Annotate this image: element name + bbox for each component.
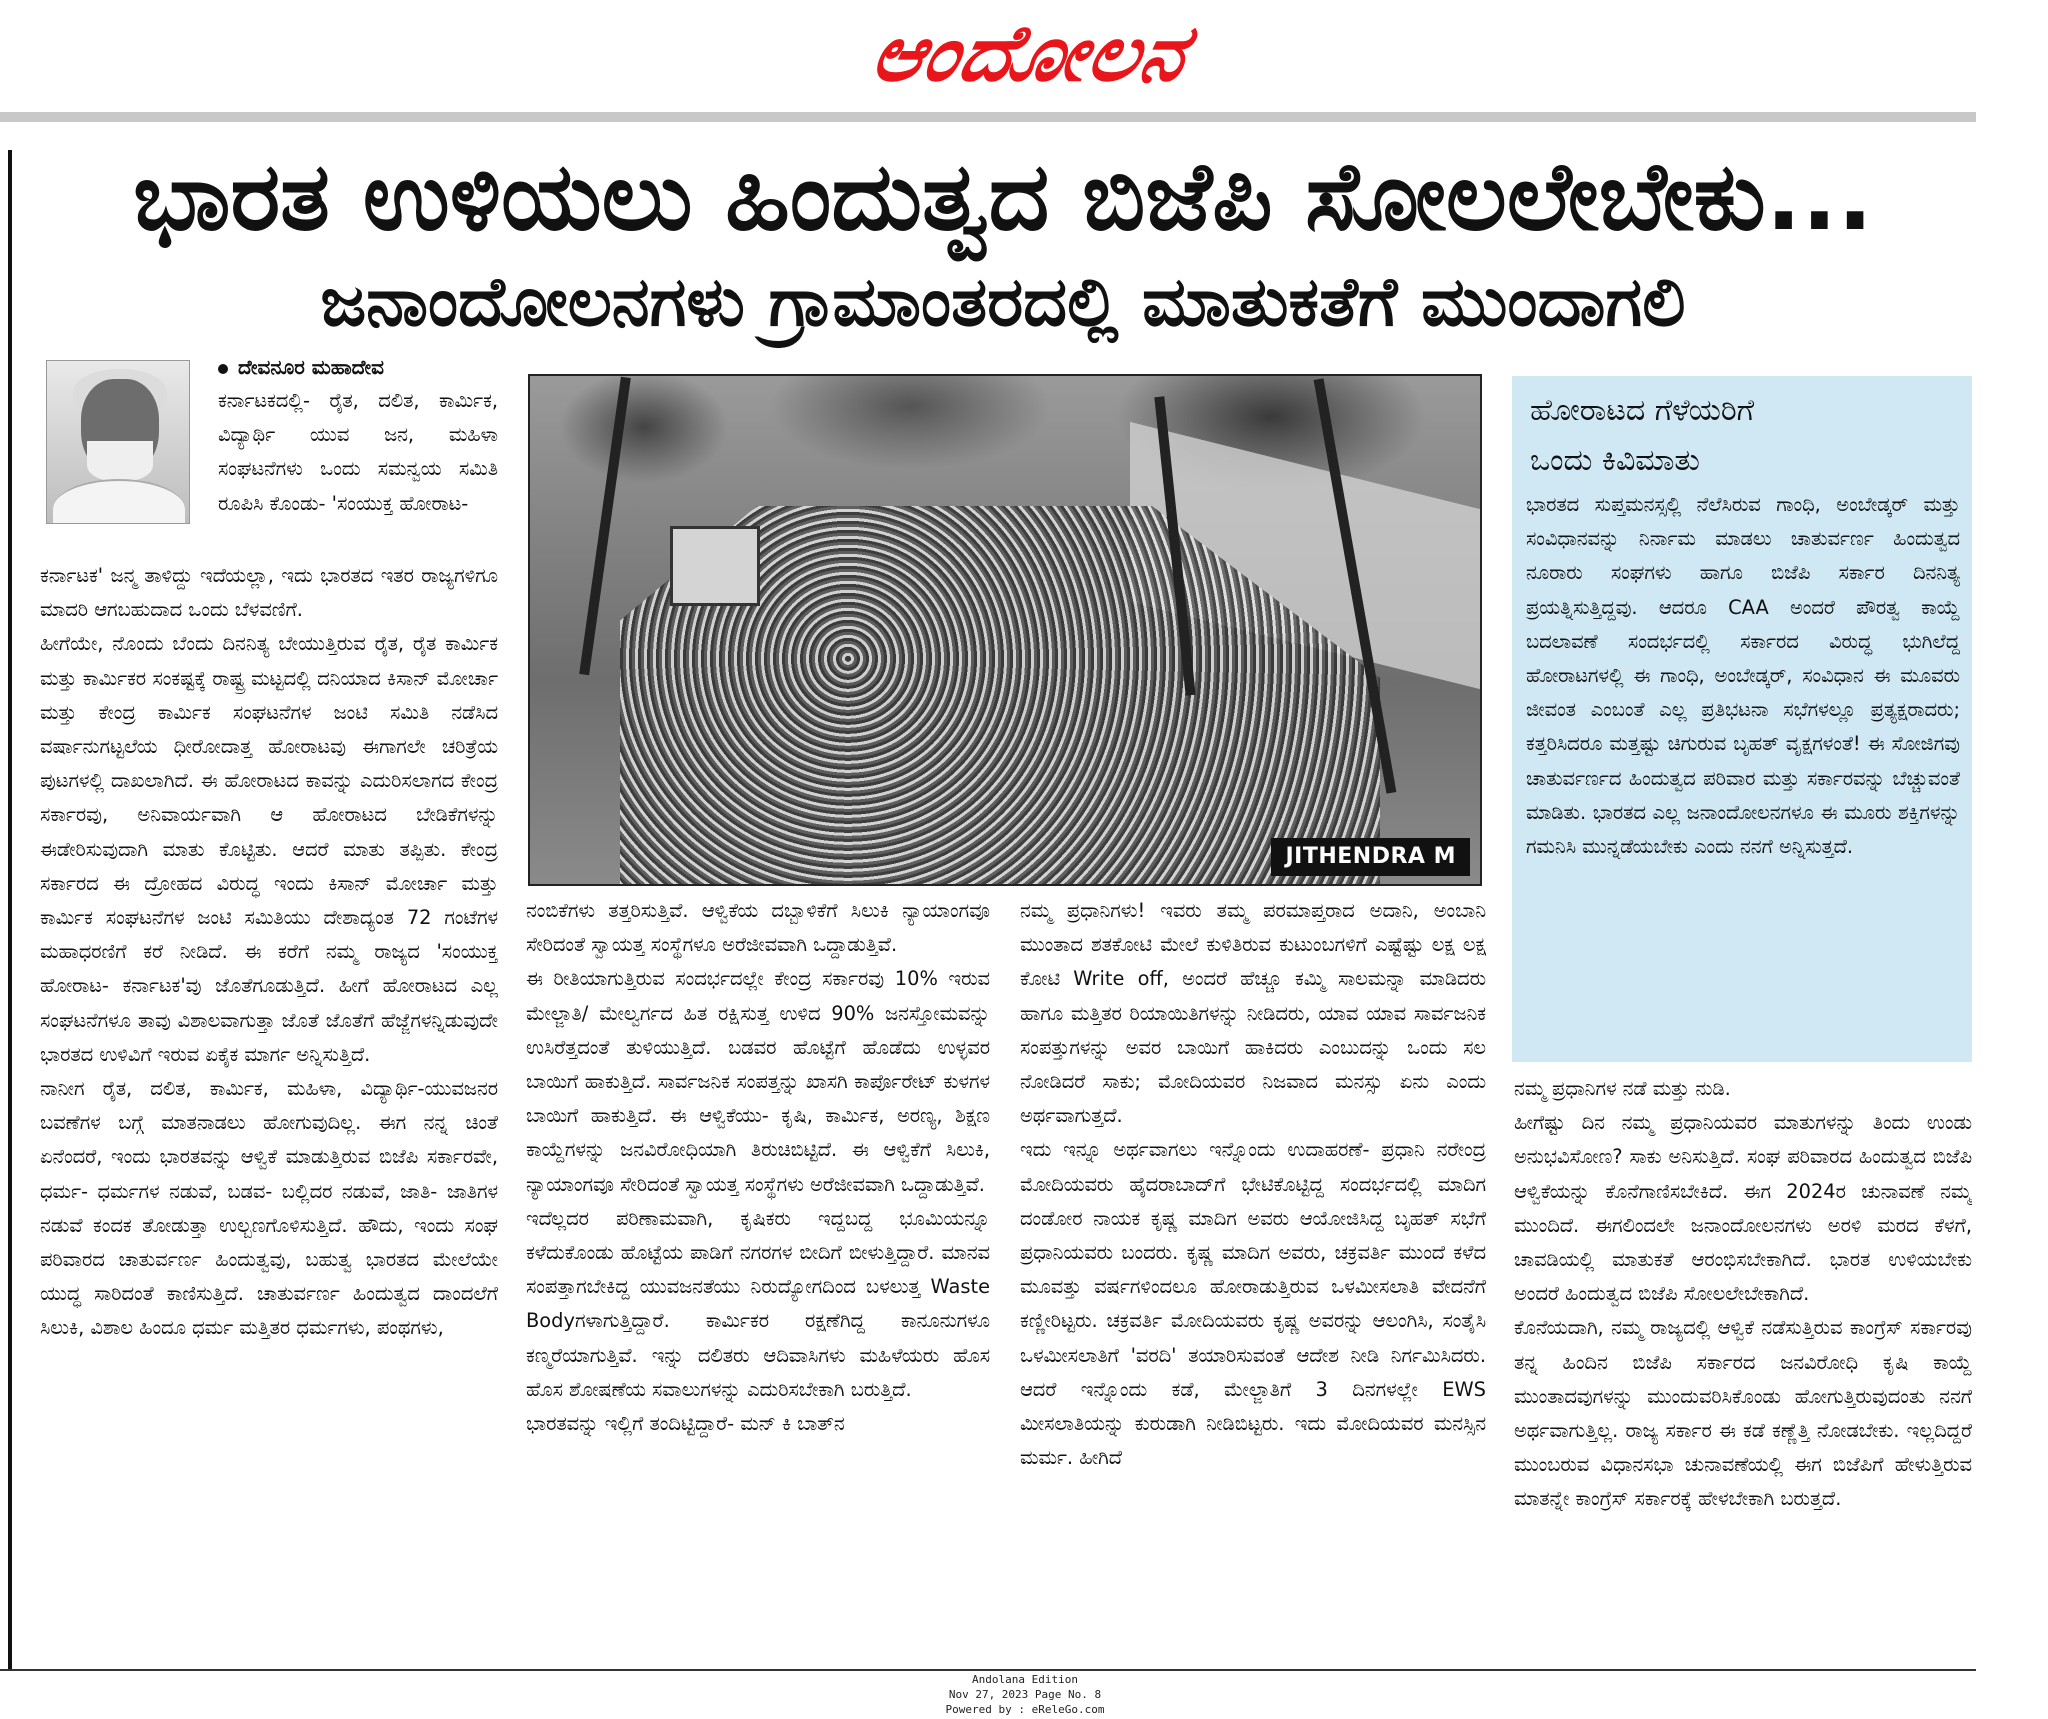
article-column-3: ನಮ್ಮ ಪ್ರಧಾನಿಗಳು! ಇವರು ತಮ್ಮ ಪರಮಾಪ್ತರಾದ ಅದಾನಿ, ಅಂಬಾನಿ ಮುಂತಾದ ಶತಕೋಟಿ ಮೇಲೆ ಕುಳಿತಿರುವ ಕುಟುಂಬಗಳಿಗೆ ಎಷ್ಟೆಷ್ಟು ಲಕ್ಷ ಲಕ್ಷ ಕೋಟಿ Write off, ಅಂದರೆ ಹೆಚ್ಚೂ ಕಮ್ಮಿ ಸಾಲಮನ್ನಾ ಮಾಡಿದರು ಹಾಗೂ ಮತ್ತಿತರ ರಿಯಾಯಿತಿಗಳನ್ನು ನೀಡಿದರು, ಯಾವ ಯಾವ ಸಾರ್ವಜನಿಕ ಸಂಪತ್ತುಗಳನ್ನು ಅವರ ಬಾಯಿಗೆ ಹಾಕಿದರು ಎಂಬುದನ್ನು ಒಂದು ಸಲ ನೋಡಿದರೆ ಸಾಕು; ಮೋದಿಯವರ ನಿಜವಾದ ಮನಸ್ಸು ಏನು ಎಂದು ಅರ್ಥವಾಗುತ್ತದೆ. ಇದು ಇನ್ನೂ ಅರ್ಥವಾಗಲು ಇನ್ನೊಂದು ಉದಾಹರಣೆ- ಪ್ರಧಾನಿ ನರೇಂದ್ರ ಮೋದಿಯವರು ಹೈದರಾಬಾದ್‌ಗೆ ಭೇಟಿಕೊಟ್ಟಿದ್ದ ಸಂದರ್ಭದಲ್ಲಿ ಮಾದಿಗ ದಂಡೋರ ನಾಯಕ ಕೃಷ್ಣ ಮಾದಿಗ ಅವರು ಆಯೋಜಿಸಿದ್ದ ಬೃಹತ್ ಸಭೆಗೆ ಪ್ರಧಾನಿಯವರು ಬಂದರು. ಕೃಷ್ಣ ಮಾದಿಗ ಅವರು, ಚಕ್ರವರ್ತಿ ಮುಂದೆ ಕಳೆದ ಮೂವತ್ತು ವರ್ಷಗಳಿಂದಲೂ ಹೋರಾಡುತ್ತಿರುವ ಒಳಮೀಸಲಾತಿ ವೇದನೆಗೆ ಕಣ್ಣೀರಿಟ್ಟರು. ಚಕ್ರವರ್ತಿ ಮೋದಿಯವರು ಕೃಷ್ಣ ಅವರನ್ನು ಆಲಂಗಿಸಿ, ಸಂತೈಸಿ ಒಳಮೀಸಲಾತಿಗೆ 'ವರದಿ' ತಯಾರಿಸುವಂತೆ ಆದೇಶ ನೀಡಿ ನಿರ್ಗಮಿಸಿದರು. ಆದರೆ ಇನ್ನೊಂದು ಕಡೆ, ಮೇಲ್ಜಾತಿಗೆ 3 ದಿನಗಳಲ್ಲೇ EWS ಮೀಸಲಾತಿಯನ್ನು ಕುರುಡಾಗಿ ನೀಡಿಬಿಟ್ಟರು. ಇದು ಮೋದಿಯವರ ಮನಸ್ಸಿನ ಮರ್ಮ. ಹೀಗಿದೆ — [1020, 899, 1486, 1470]
page-bottom-rule — [0, 1669, 1976, 1671]
footer-powered-by: Powered by : eReleGo.com — [945, 1703, 1105, 1716]
masthead-divider — [0, 112, 1976, 122]
author-shirt — [53, 479, 185, 524]
footer-date-page: Nov 27, 2023 Page No. 8 — [948, 1688, 1102, 1701]
left-frame-rule — [8, 150, 12, 1670]
newspaper-logo: ಆಂದೋಲನ — [863, 8, 1197, 99]
sidebar-box — [1512, 376, 1972, 1062]
photo-bus — [670, 526, 760, 606]
article-column-2: ನಂಬಿಕೆಗಳು ತತ್ತರಿಸುತ್ತಿವೆ. ಆಳ್ವಿಕೆಯ ದಬ್ಬಾಳಿಕೆಗೆ ಸಿಲುಕಿ ನ್ಯಾಯಾಂಗವೂ ಸೇರಿದಂತೆ ಸ್ವಾಯತ್ತ ಸಂಸ್ಥೆಗಳೂ ಅರೆಜೀವವಾಗಿ ಒದ್ದಾಡುತ್ತಿವೆ. ಈ ರೀತಿಯಾಗುತ್ತಿರುವ ಸಂದರ್ಭದಲ್ಲೇ ಕೇಂದ್ರ ಸರ್ಕಾರವು 10% ಇರುವ ಮೇಲ್ಜಾತಿ/ ಮೇಲ್ವರ್ಗದ ಹಿತ ರಕ್ಷಿಸುತ್ತ ಉಳಿದ 90% ಜನಸ್ತೋಮವನ್ನು ಉಸಿರೆತ್ತದಂತೆ ತುಳಿಯುತ್ತಿದೆ. ಬಡವರ ಹೊಟ್ಟೆಗೆ ಹೊಡೆದು ಉಳ್ಳವರ ಬಾಯಿಗೆ ಹಾಕುತ್ತಿದೆ. ಸಾರ್ವಜನಿಕ ಸಂಪತ್ತನ್ನು ಖಾಸಗಿ ಕಾರ್ಪೊರೇಟ್ ಕುಳಗಳ ಬಾಯಿಗೆ ಹಾಕುತ್ತಿದೆ. ಈ ಆಳ್ವಿಕೆಯು- ಕೃಷಿ, ಕಾರ್ಮಿಕ, ಅರಣ್ಯ, ಶಿಕ್ಷಣ ಕಾಯ್ದೆಗಳನ್ನು ಜನವಿರೋಧಿಯಾಗಿ ತಿರುಚಿಬಿಟ್ಟಿದೆ. ಈ ಆಳ್ವಿಕೆಗೆ ಸಿಲುಕಿ, ನ್ಯಾಯಾಂಗವೂ ಸೇರಿದಂತೆ ಸ್ವಾಯತ್ತ ಸಂಸ್ಥೆಗಳು ಅರೆಜೀವವಾಗಿ ಒದ್ದಾಡುತ್ತಿವೆ. ಇದೆಲ್ಲದರ ಪರಿಣಾಮವಾಗಿ, ಕೃಷಿಕರು ಇದ್ದಬದ್ದ ಭೂಮಿಯನ್ನೂ ಕಳೆದುಕೊಂಡು ಹೊಟ್ಟೆಯ ಪಾಡಿಗೆ ನಗರಗಳ ಬೀದಿಗೆ ಬೀಳುತ್ತಿದ್ದಾರೆ. ಮಾನವ ಸಂಪತ್ತಾಗಬೇಕಿದ್ದ ಯುವಜನತೆಯು ನಿರುದ್ಯೋಗದಿಂದ ಬಳಲುತ್ತ Waste Bodyಗಳಾಗುತ್ತಿದ್ದಾರೆ. ಕಾರ್ಮಿಕರ ರಕ್ಷಣೆಗಿದ್ದ ಕಾನೂನುಗಳೂ ಕಣ್ಮರೆಯಾಗುತ್ತಿವೆ. ಇನ್ನು ದಲಿತರು ಆದಿವಾಸಿಗಳು ಮಹಿಳೆಯರು ಹೊಸ ಹೊಸ ಶೋಷಣೆಯ ಸವಾಲುಗಳನ್ನು ಎದುರಿಸಬೇಕಾಗಿ ಬರುತ್ತಿದೆ. ಭಾರತವನ್ನು ಇಲ್ಲಿಗೆ ತಂದಿಟ್ಟಿದ್ದಾರೆ- ಮನ್ ಕಿ ಬಾತ್‌ನ — [526, 899, 990, 1436]
byline — [218, 352, 384, 382]
article-column-1: ಕರ್ನಾಟಕ' ಜನ್ಮ ತಾಳಿದ್ದು ಇದೆಯಲ್ಲಾ, ಇದು ಭಾರತದ ಇತರ ರಾಜ್ಯಗಳಿಗೂ ಮಾದರಿ ಆಗಬಹುದಾದ ಒಂದು ಬೆಳವಣಿಗೆ. ಹೀಗೆಯೇ, ನೊಂದು ಬೆಂದು ದಿನನಿತ್ಯ ಬೇಯುತ್ತಿರುವ ರೈತ, ರೈತ ಕಾರ್ಮಿಕ ಮತ್ತು ಕಾರ್ಮಿಕರ ಸಂಕಷ್ಟಕ್ಕೆ ರಾಷ್ಟ್ರ ಮಟ್ಟದಲ್ಲಿ ದನಿಯಾದ ಕಿಸಾನ್ ಮೋರ್ಚಾ ಮತ್ತು ಕೇಂದ್ರ ಕಾರ್ಮಿಕ ಸಂಘಟನೆಗಳ ಜಂಟಿ ಸಮಿತಿ ನಡೆಸಿದ ವರ್ಷಾನುಗಟ್ಟಲೆಯ ಧೀರೋದಾತ್ತ ಹೋರಾಟವು ಈಗಾಗಲೇ ಚರಿತ್ರೆಯ ಪುಟಗಳಲ್ಲಿ ದಾಖಲಾಗಿದೆ. ಈ ಹೋರಾಟದ ಕಾವನ್ನು ಎದುರಿಸಲಾಗದ ಕೇಂದ್ರ ಸರ್ಕಾರವು, ಅನಿವಾರ್ಯವಾಗಿ ಆ ಹೋರಾಟದ ಬೇಡಿಕೆಗಳನ್ನು ಈಡೇರಿಸುವುದಾಗಿ ಮಾತು ಕೊಟ್ಟಿತು. ಆದರೆ ಮಾತು ತಪ್ಪಿತು. ಕೇಂದ್ರ ಸರ್ಕಾರದ ಈ ದ್ರೋಹದ ವಿರುದ್ಧ ಇಂದು ಕಿಸಾನ್ ಮೋರ್ಚಾ ಮತ್ತು ಕಾರ್ಮಿಕ ಸಂಘಟನೆಗಳ ಜಂಟಿ ಸಮಿತಿಯು ದೇಶಾದ್ಯಂತ 72 ಗಂಟೆಗಳ ಮಹಾಧರಣಿಗೆ ಕರೆ ನೀಡಿದೆ. ಈ ಕರೆಗೆ ನಮ್ಮ ರಾಜ್ಯದ 'ಸಂಯುಕ್ತ ಹೋರಾಟ- ಕರ್ನಾಟಕ'ವು ಜೊತೆಗೂಡುತ್ತಿದೆ. ಹೀಗೆ ಹೋರಾಟದ ಎಲ್ಲ ಸಂಘಟನೆಗಳೂ ತಾವು ವಿಶಾಲವಾಗುತ್ತಾ ಜೊತೆ ಜೊತೆಗೆ ಹೆಜ್ಜೆಗಳನ್ನಿಡುವುದೇ ಭಾರತದ ಉಳಿವಿಗೆ ಇರುವ ಏಕೈಕ ಮಾರ್ಗ ಅನ್ನಿಸುತ್ತಿದೆ. ನಾನೀಗ ರೈತ, ದಲಿತ, ಕಾರ್ಮಿಕ, ಮಹಿಳಾ, ವಿದ್ಯಾರ್ಥಿ-ಯುವಜನರ ಬವಣೆಗಳ ಬಗ್ಗೆ ಮಾತನಾಡಲು ಹೋಗುವುದಿಲ್ಲ. ಈಗ ನನ್ನ ಚಿಂತೆ ಏನೆಂದರೆ, ಇಂದು ಭಾರತವನ್ನು ಆಳ್ವಿಕೆ ಮಾಡುತ್ತಿರುವ ಬಿಜೆಪಿ ಸರ್ಕಾರವೇ, ಧರ್ಮ- ಧರ್ಮಗಳ ನಡುವೆ, ಬಡವ- ಬಲ್ಲಿದರ ನಡುವೆ, ಜಾತಿ- ಜಾತಿಗಳ ನಡುವೆ ಕಂದಕ ತೋಡುತ್ತಾ ಉಲ್ಬಣಗೊಳಿಸುತ್ತಿದೆ. ಹೌದು, ಇಂದು ಸಂಘ ಪರಿವಾರದ ಚಾತುರ್ವರ್ಣ ಹಿಂದುತ್ವವು, ಬಹುತ್ವ ಭಾರತದ ಮೇಲೆಯೇ ಯುದ್ಧ ಸಾರಿದಂತೆ ಕಾಣಿಸುತ್ತಿದೆ. ಚಾತುರ್ವರ್ಣ ಹಿಂದುತ್ವದ ದಾಂದಲೆಗೆ ಸಿಲುಕಿ, ವಿಶಾಲ ಹಿಂದೂ ಧರ್ಮ ಮತ್ತಿತರ ಧರ್ಮಗಳು, ಪಂಥಗಳು, — [40, 564, 498, 1340]
rally-photo — [528, 374, 1482, 886]
page-footer — [900, 1672, 1150, 1717]
sidebar-title: ಹೋರಾಟದ ಗೆಳೆಯರಿಗೆ ಒಂದು ಕಿವಿಮಾತು — [1530, 393, 1755, 478]
footer-edition: Andolana Edition — [972, 1673, 1078, 1686]
author-beard — [87, 441, 153, 481]
subheadline: ಜನಾಂದೋಲನಗಳು ಗ್ರಾಮಾಂತರದಲ್ಲಿ ಮಾತುಕತೆಗೆ ಮುಂದಾಗಲಿ — [320, 263, 1686, 342]
headline: ಭಾರತ ಉಳಿಯಲು ಹಿಂದುತ್ವದ ಬಿಜೆಪಿ ಸೋಲಲೇಬೇಕು... — [133, 143, 1873, 252]
article-column-1-intro: ಕರ್ನಾಟಕದಲ್ಲಿ- ರೈತ, ದಲಿತ, ಕಾರ್ಮಿಕ, ವಿದ್ಯಾರ್ಥಿ ಯುವ ಜನ, ಮಹಿಳಾ ಸಂಘಟನೆಗಳು ಒಂದು ಸಮನ್ವಯ ಸಮಿತಿ ರೂಪಿಸಿ ಕೊಂಡು- 'ಸಂಯುಕ್ತ ಹೋರಾಟ- — [218, 389, 498, 515]
photo-credit: JITHENDRA M — [1271, 838, 1470, 876]
article-column-4: ನಮ್ಮ ಪ್ರಧಾನಿಗಳ ನಡೆ ಮತ್ತು ನುಡಿ. ಹೀಗೆಷ್ಟು ದಿನ ನಮ್ಮ ಪ್ರಧಾನಿಯವರ ಮಾತುಗಳನ್ನು ತಿಂದು ಉಂಡು ಅನುಭವಿಸೋಣ? ಸಾಕು ಅನಿಸುತ್ತಿದೆ. ಸಂಘ ಪರಿವಾರದ ಹಿಂದುತ್ವದ ಬಿಜೆಪಿ ಆಳ್ವಿಕೆಯನ್ನು ಕೊನೆಗಾಣಿಸಬೇಕಿದೆ. ಈಗ 2024ರ ಚುನಾವಣೆ ನಮ್ಮ ಮುಂದಿದೆ. ಈಗಲಿಂದಲೇ ಜನಾಂದೋಲನಗಳು ಅರಳಿ ಮರದ ಕೆಳಗೆ, ಚಾವಡಿಯಲ್ಲಿ ಮಾತುಕತೆ ಆರಂಭಿಸಬೇಕಾಗಿದೆ. ಭಾರತ ಉಳಿಯಬೇಕು ಅಂದರೆ ಹಿಂದುತ್ವದ ಬಿಜೆಪಿ ಸೋಲಲೇಬೇಕಾಗಿದೆ. ಕೊನೆಯದಾಗಿ, ನಮ್ಮ ರಾಜ್ಯದಲ್ಲಿ ಆಳ್ವಿಕೆ ನಡೆಸುತ್ತಿರುವ ಕಾಂಗ್ರೆಸ್ ಸರ್ಕಾರವು ತನ್ನ ಹಿಂದಿನ ಬಿಜೆಪಿ ಸರ್ಕಾರದ ಜನವಿರೋಧಿ ಕೃಷಿ ಕಾಯ್ದೆ ಮುಂತಾದವುಗಳನ್ನು ಮುಂದುವರಿಸಿಕೊಂಡು ಹೋಗುತ್ತಿರುವುದಂತು ನನಗೆ ಅರ್ಥವಾಗುತ್ತಿಲ್ಲ. ರಾಜ್ಯ ಸರ್ಕಾರ ಈ ಕಡೆ ಕಣ್ಣೆತ್ತಿ ನೋಡಬೇಕು. ಇಲ್ಲದಿದ್ದರೆ ಮುಂಬರುವ ವಿಧಾನಸಭಾ ಚುನಾವಣೆಯಲ್ಲಿ ಈಗ ಬಿಜೆಪಿಗೆ ಹೇಳುತ್ತಿರುವ ಮಾತನ್ನೇ ಕಾಂಗ್ರೆಸ್ ಸರ್ಕಾರಕ್ಕೆ ಹೇಳಬೇಕಾಗಿ ಬರುತ್ತದೆ. — [1514, 1077, 1972, 1511]
sidebar-body: ಭಾರತದ ಸುಪ್ತಮನಸ್ಸಲ್ಲಿ ನೆಲೆಸಿರುವ ಗಾಂಧಿ, ಅಂಬೇಡ್ಕರ್ ಮತ್ತು ಸಂವಿಧಾನವನ್ನು ನಿರ್ನಾಮ ಮಾಡಲು ಚಾತುರ್ವರ್ಣ ಹಿಂದುತ್ವದ ನೂರಾರು ಸಂಘಗಳು ಹಾಗೂ ಬಿಜೆಪಿ ಸರ್ಕಾರ ದಿನನಿತ್ಯ ಪ್ರಯತ್ನಿಸುತ್ತಿದ್ದವು. ಆದರೂ CAA ಅಂದರೆ ಪೌರತ್ವ ಕಾಯ್ದೆ ಬದಲಾವಣೆ ಸಂದರ್ಭದಲ್ಲಿ ಸರ್ಕಾರದ ವಿರುದ್ಧ ಭುಗಿಲೆದ್ದ ಹೋರಾಟಗಳಲ್ಲಿ ಈ ಗಾಂಧಿ, ಅಂಬೇಡ್ಕರ್, ಸಂವಿಧಾನ ಈ ಮೂವರು ಜೀವಂತ ಎಂಬಂತೆ ಎಲ್ಲ ಪ್ರತಿಭಟನಾ ಸಭೆಗಳಲ್ಲೂ ಪ್ರತ್ಯಕ್ಷರಾದರು; ಕತ್ತರಿಸಿದರೂ ಮತ್ತಷ್ಟು ಚಿಗುರುವ ಬೃಹತ್ ವೃಕ್ಷಗಳಂತೆ! ಈ ಸೋಜಿಗವು ಚಾತುರ್ವರ್ಣದ ಹಿಂದುತ್ವದ ಪರಿವಾರ ಮತ್ತು ಸರ್ಕಾರವನ್ನು ಬೆಚ್ಚುವಂತೆ ಮಾಡಿತು. ಭಾರತದ ಎಲ್ಲ ಜನಾಂದೋಲನಗಳೂ ಈ ಮೂರು ಶಕ್ತಿಗಳನ್ನು ಗಮನಿಸಿ ಮುನ್ನಡೆಯಬೇಕು ಎಂದು ನನಗೆ ಅನ್ನಿಸುತ್ತದೆ. — [1526, 493, 1960, 859]
masthead — [0, 0, 1976, 110]
author-photo — [46, 360, 190, 524]
byline-author: ದೇವನೂರ ಮಹಾದೇವ — [238, 355, 385, 379]
bullet-dot-icon — [218, 364, 228, 374]
